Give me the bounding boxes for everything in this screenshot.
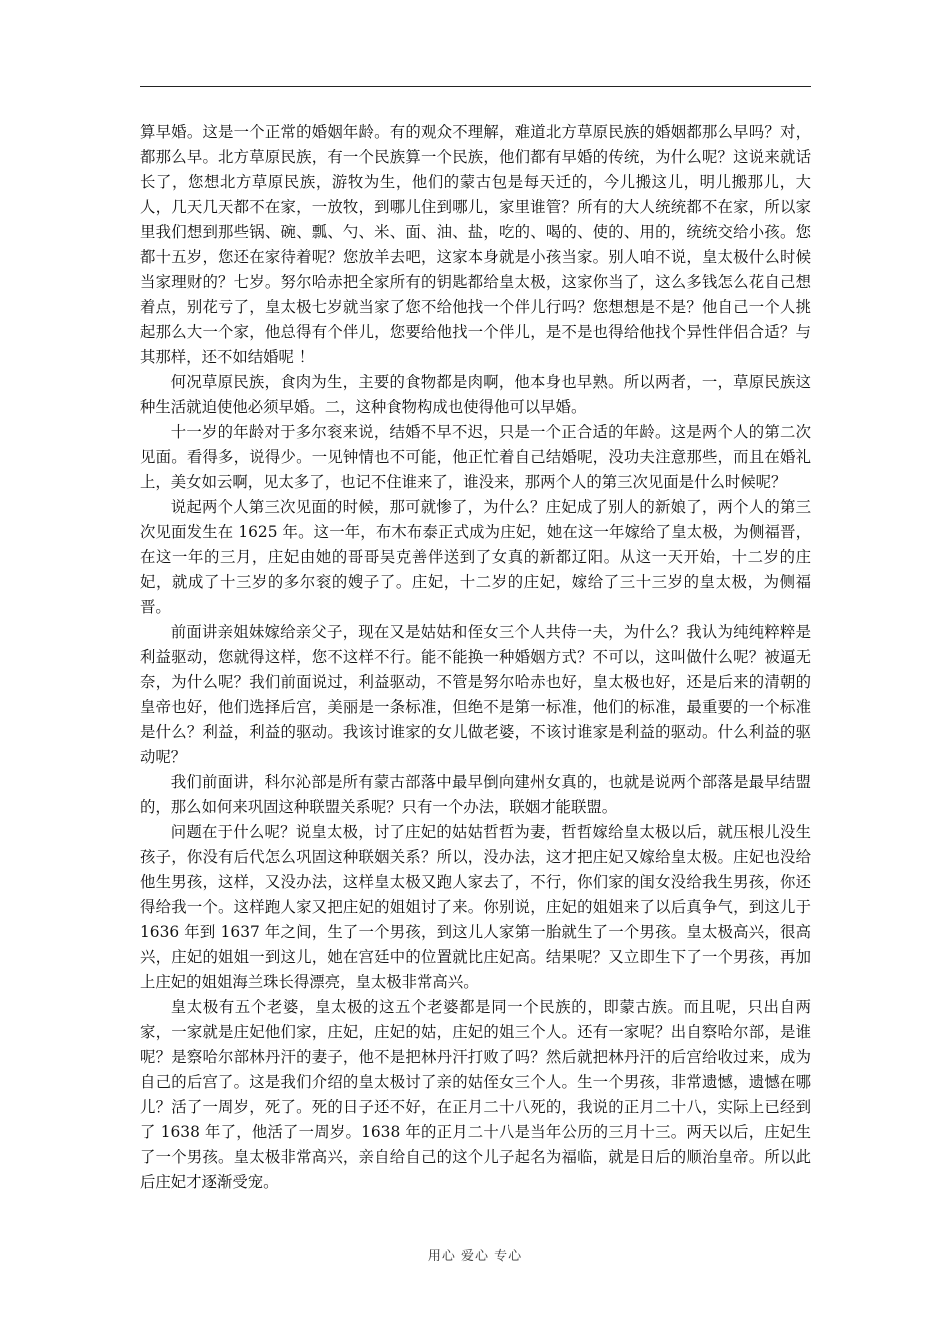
paragraph: 皇太极有五个老婆，皇太极的这五个老婆都是同一个民族的，即蒙古族。而且呢，只出自两家，一家就是庄妃他们家，庄妃，庄妃的姑，庄妃的姐三个人。还有一家呢？出自察哈尔部，是谁呢？是察哈尔部林丹汗的妻子，他不是把林丹汗打败了吗？然后就把林丹汗的后宫给收过来，成为自己的后宫了。这是我们介绍的皇太极讨了亲的姑侄女三个人。生一个男孩，非常遗憾，遗憾在哪儿？活了一周岁，死了。死的日子还不好，在正月二十八死的，我说的正月二十八，实际上已经到了 1638 年了，他活了一周岁。1638 年的正月二十八是当年公历的三月十三。两天以后，庄妃生了一个男孩。皇太极非常高兴，亲自给自己的这个儿子起名为福临，就是日后的顺治皇帝。所以此后庄妃才逐渐受宠。 — [140, 998, 811, 1191]
paragraph: 何况草原民族，食肉为生，主要的食物都是肉啊，他本身也早熟。所以两者，一，草原民族这种生活就迫使他必须早婚。二，这种食物构成也使得他可以早婚。 — [140, 373, 811, 416]
paragraph-continued: 算早婚。这是一个正常的婚姻年龄。有的观众不理解，难道北方草原民族的婚姻都那么早吗？对，都那么早。北方草原民族，有一个民族算一个民族，他们都有早婚的传统，为什么呢？这说来就话长了，您想北方草原民族，游牧为生，他们的蒙古包是每天迁的，今儿搬这儿，明儿搬那儿，大人，几天几天都不在家，一放牧，到哪儿住到哪儿，家里谁管？所有的大人统统都不在家，所以家里我们想到那些锅、碗、瓢、勺、米、面、油、盐，吃的、喝的、使的、用的，统统交给小孩。您都十五岁，您还在家待着呢？您放羊去吧，这家本身就是小孩当家。别人咱不说，皇太极什么时候当家理财的？七岁。努尔哈赤把全家所有的钥匙都给皇太极，这家你当了，这么多钱怎么花自己想着点，别花亏了，皇太极七岁就当家了您不给他找一个伴儿行吗？您想想是不是？他自己一个人挑起那么大一个家，他总得有个伴儿，您要给他找一个伴儿，是不是也得给他找个异性伴侣合适？与其那样，还不如结婚呢 ！ — [140, 123, 811, 366]
paragraph: 说起两个人第三次见面的时候，那可就惨了，为什么？庄妃成了别人的新娘了，两个人的第三次见面发生在 1625 年。这一年，布木布泰正式成为庄妃，她在这一年嫁给了皇太极，为侧福晋，在这一年的三月，庄妃由她的哥哥吴克善伴送到了女真的新都辽阳。从这一天开始，十二岁的庄妃，就成了十三岁的多尔衮的嫂子了。庄妃，十二岁的庄妃，嫁给了三十三岁的皇太极，为侧福晋。 — [140, 498, 811, 616]
body-text — [140, 120, 811, 1195]
page-footer: 用心 爱心 专心 — [427, 1249, 523, 1264]
paragraph: 问题在于什么呢？说皇太极，讨了庄妃的姑姑哲哲为妻，哲哲嫁给皇太极以后，就压根儿没生孩子，你没有后代怎么巩固这种联姻关系？所以，没办法，这才把庄妃又嫁给皇太极。庄妃也没给他生男孩，这样，又没办法，这样皇太极又跑人家去了，不行，你们家的闺女没给我生男孩，你还得给我一个。这样跑人家又把庄妃的姐姐讨了来。你别说，庄妃的姐姐来了以后真争气，到这儿于 1636 年到 1637 年之间，生了一个男孩，到这儿人家第一胎就生了一个男孩。皇太极高兴，很高兴，庄妃的姐姐一到这儿，她在宫廷中的位置就比庄妃高。结果呢？又立即生下了一个男孩，再加上庄妃的姐姐海兰珠长得漂亮，皇太极非常高兴。 — [140, 823, 811, 991]
paragraph: 十一岁的年龄对于多尔衮来说，结婚不早不迟，只是一个正合适的年龄。这是两个人的第二次见面。看得多，说得少。一见钟情也不可能，他正忙着自己结婚呢，没功夫注意那些，而且在婚礼上，美女如云啊，见太多了，也记不住谁来了，谁没来，那两个人的第三次见面是什么时候呢？ — [140, 423, 811, 491]
header-rule — [140, 86, 811, 87]
paragraph: 我们前面讲，科尔沁部是所有蒙古部落中最早倒向建州女真的，也就是说两个部落是最早结盟的，那么如何来巩固这种联盟关系呢？只有一个办法，联姻才能联盟。 — [140, 773, 811, 816]
paragraph: 前面讲亲姐妹嫁给亲父子，现在又是姑姑和侄女三个人共侍一夫，为什么？我认为纯纯粹粹是利益驱动，您就得这样，您不这样不行。能不能换一种婚姻方式？不可以，这叫做什么呢？被逼无奈，为什么呢？我们前面说过，利益驱动，不管是努尔哈赤也好，皇太极也好，还是后来的清朝的皇帝也好，他们选择后宫，美丽是一条标准，但绝不是第一标准，他们的标准，最重要的一个标准是什么？利益，利益的驱动。我该讨谁家的女儿做老婆，不该讨谁家是利益的驱动。什么利益的驱动呢？ — [140, 623, 811, 766]
